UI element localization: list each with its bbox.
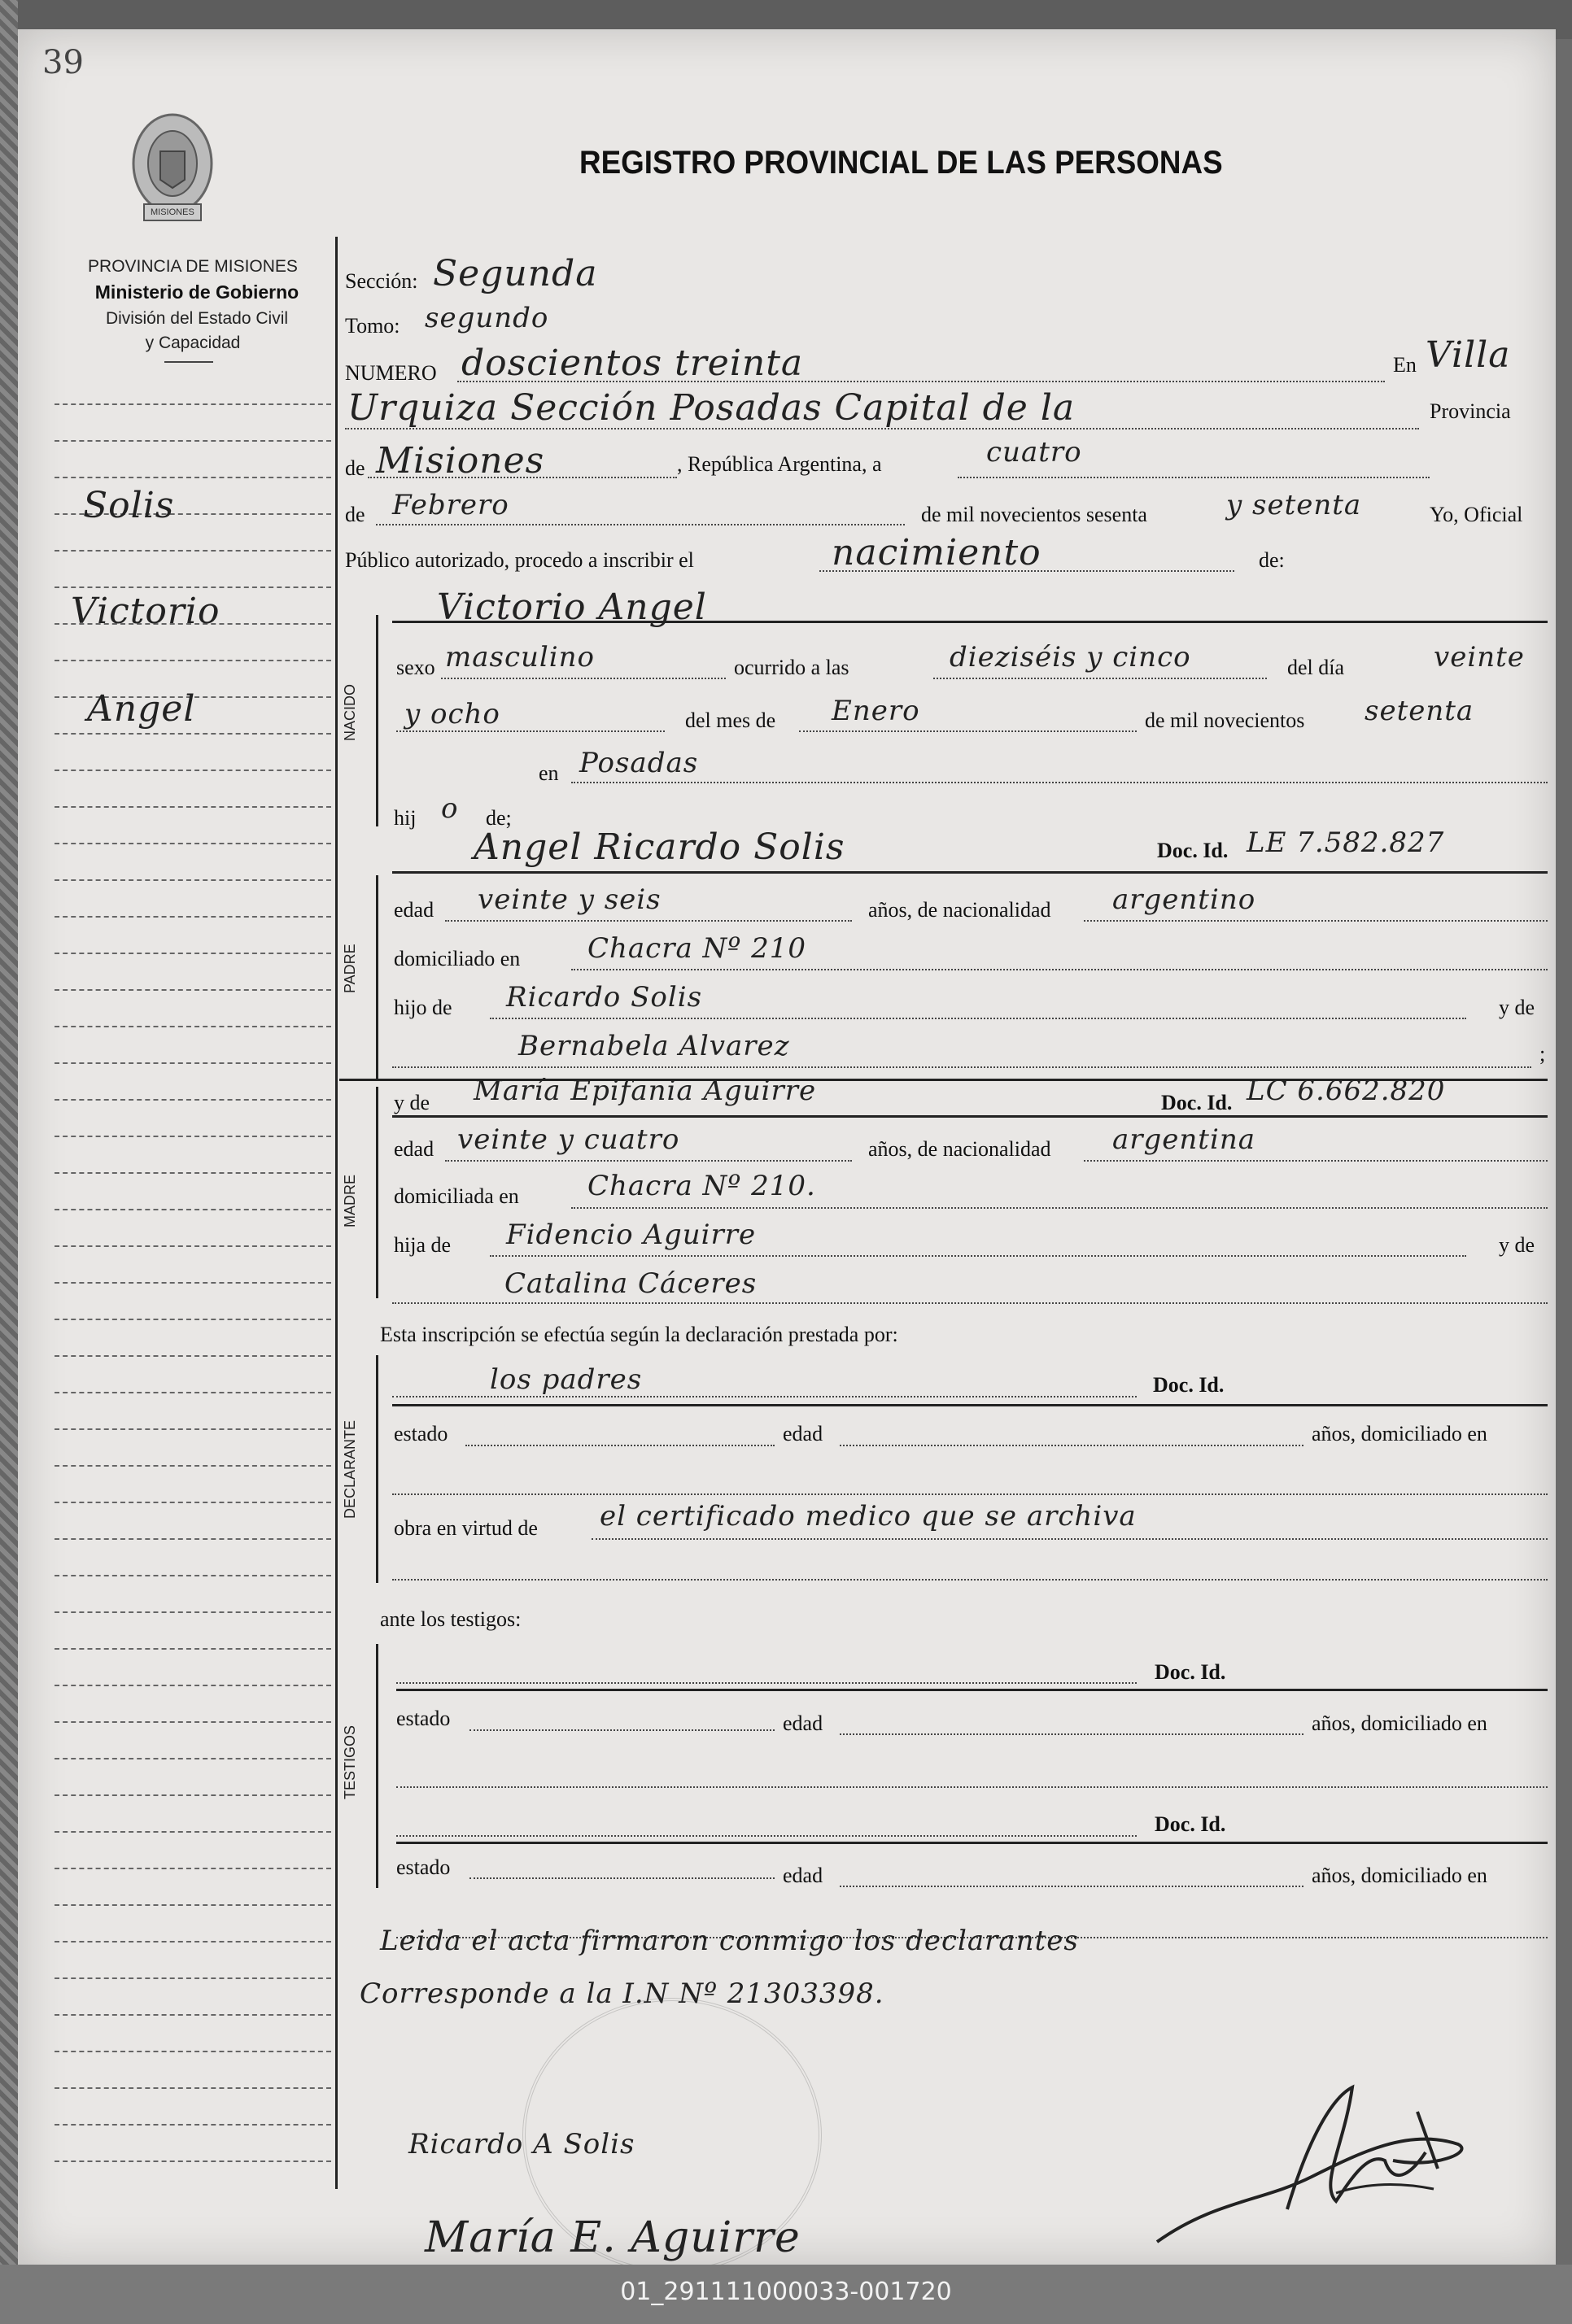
official-signature-graphic — [1149, 2079, 1491, 2258]
margin-line — [55, 1428, 331, 1430]
hij-label: hij — [394, 806, 417, 830]
provincia-label: Provincia — [1430, 399, 1511, 423]
nacido-name-line — [392, 621, 1548, 623]
declarante-obra-dotted-line — [592, 1538, 1548, 1540]
margin-line — [55, 1099, 331, 1101]
madre-nac-dotted-line — [1084, 1160, 1548, 1162]
numero-dotted-line — [457, 381, 1385, 382]
tomo-value: segundo — [425, 302, 549, 334]
madre-madre-dotted-line — [392, 1302, 1548, 1304]
declarante-doc-label: Doc. Id. — [1153, 1373, 1225, 1397]
testigo1-dom-label: años, domiciliado en — [1312, 1711, 1487, 1735]
margin-line — [55, 916, 331, 918]
margin-note-surname: Solis — [83, 485, 175, 526]
de-label: de — [345, 456, 365, 480]
division-name: División del Estado Civil — [105, 309, 289, 328]
book-binding-edge — [0, 0, 18, 2324]
margin-line — [55, 1831, 331, 1833]
ministry-name: Ministerio de Gobierno — [94, 281, 299, 303]
dia2-dotted-line — [396, 730, 665, 732]
padre-padre-value: Ricardo Solis — [506, 981, 703, 1014]
testigo1-name-line — [396, 1689, 1548, 1691]
margin-line — [55, 989, 331, 991]
testigo1-dom-dotted-line — [396, 1786, 1548, 1788]
madre-doc-label: Doc. Id. — [1161, 1091, 1233, 1114]
margin-line — [55, 953, 331, 954]
declarante-section-label: DECLARANTE — [342, 1419, 358, 1519]
declarante-intro: Esta inscripción se efectúa según la declaración prestada por: — [380, 1323, 898, 1346]
testigo1-edad-dotted-line — [840, 1733, 1303, 1735]
sexo-value: masculino — [445, 641, 596, 674]
margin-line — [55, 477, 331, 478]
testigo2-name-line — [396, 1842, 1548, 1844]
padre-nac-value: argentino — [1112, 883, 1256, 916]
madre-hija-dotted-line — [490, 1255, 1466, 1257]
testigo1-edad-label: edad — [783, 1711, 823, 1735]
signature-mother: María E. Aguirre — [425, 2213, 801, 2262]
padre-nac-label: años, de nacionalidad — [868, 898, 1051, 922]
testigo2-edad-dotted-line — [840, 1886, 1303, 1887]
margin-line — [55, 2014, 331, 2016]
testigo2-edad-label: edad — [783, 1864, 823, 1887]
mil-label: de mil novecientos sesenta — [921, 503, 1147, 526]
sexo-label: sexo — [396, 656, 435, 679]
division-name-2: y Capacidad — [145, 334, 241, 352]
margin-line — [55, 806, 331, 808]
madre-madre-value: Catalina Cáceres — [504, 1267, 758, 1300]
numero-label: NUMERO — [345, 361, 437, 385]
margin-line — [55, 1465, 331, 1467]
declarante-obra-value: el certificado medico que se archiva — [600, 1500, 1137, 1533]
margin-line — [55, 1611, 331, 1613]
declarante-edad-dotted-line — [840, 1445, 1303, 1446]
padre-semicolon: ; — [1539, 1042, 1546, 1066]
madre-edad-dotted-line — [445, 1160, 852, 1162]
margin-line — [55, 1794, 331, 1796]
margin-note-name1: Victorio — [71, 591, 221, 632]
en-label-nacido: en — [539, 761, 559, 785]
seal-label: MISIONES — [151, 207, 194, 217]
mes-dotted-line — [376, 524, 905, 525]
margin-note-name2: Angel — [87, 688, 196, 730]
madre-padre-value: Fidencio Aguirre — [506, 1219, 757, 1251]
margin-line — [55, 2124, 331, 2126]
declarante-nombre: los padres — [490, 1363, 643, 1396]
lugar-dotted-line — [571, 782, 1548, 783]
padre-inner-border — [376, 875, 378, 1079]
margin-line — [55, 1062, 331, 1064]
padre-name-line — [392, 871, 1548, 874]
margin-line — [55, 770, 331, 771]
mes-label: del mes de — [685, 709, 776, 732]
mil-label-nacido: de mil novecientos — [1145, 709, 1305, 732]
testigo1-estado-label: estado — [396, 1707, 451, 1730]
margin-line — [55, 1575, 331, 1576]
madre-doc-value: LC 6.662.820 — [1247, 1075, 1446, 1107]
signature-father: Ricardo A Solis — [408, 2128, 635, 2160]
form-left-border — [335, 237, 338, 2189]
margin-line — [55, 1721, 331, 1723]
madre-inner-border — [376, 1087, 378, 1298]
margin-line — [55, 586, 331, 588]
madre-hija-label: hija de — [394, 1233, 452, 1257]
ocurrido-label: ocurrido a las — [734, 656, 849, 679]
margin-line — [55, 1392, 331, 1393]
testigo2-doc-label: Doc. Id. — [1155, 1812, 1226, 1836]
dia-value-nacido: veinte — [1434, 641, 1525, 674]
margin-line — [55, 440, 331, 442]
padre-yde-label: y de — [1499, 996, 1535, 1019]
madre-nac-value: argentina — [1112, 1123, 1256, 1156]
padre-hijo-dotted-line — [490, 1018, 1466, 1019]
anio-value-nacido: setenta — [1365, 695, 1474, 727]
declarante-inner-border — [376, 1355, 378, 1583]
seccion-label: Sección: — [345, 269, 418, 293]
closing-line-1: Leida el acta firmaron conmigo los declarantes — [380, 1925, 1079, 1957]
declarante-edad-label: edad — [783, 1422, 823, 1445]
padre-edad-value: veinte y seis — [478, 883, 662, 916]
margin-line — [55, 879, 331, 881]
madre-yde2-label: y de — [1499, 1233, 1535, 1257]
dia-value-nacido-2: y ocho — [404, 698, 500, 730]
madre-dom-value: Chacra Nº 210. — [587, 1170, 816, 1202]
location-value: Urquiza Sección Posadas Capital de la — [347, 387, 1076, 429]
testigo2-nombre-dotted-line — [396, 1835, 1137, 1837]
margin-line — [55, 1026, 331, 1027]
hora-dotted-line — [933, 678, 1267, 679]
anio-value: y setenta — [1226, 489, 1362, 521]
margin-line — [55, 2051, 331, 2052]
dia-label: del día — [1287, 656, 1345, 679]
seccion-value: Segunda — [433, 253, 598, 294]
padre-dom-value: Chacra Nº 210 — [587, 932, 806, 965]
de-value: Misiones — [376, 440, 545, 482]
margin-line — [55, 1648, 331, 1650]
acto-value: nacimiento — [832, 532, 1041, 573]
sexo-dotted-line — [441, 678, 726, 679]
dia-value: cuatro — [986, 436, 1082, 469]
padre-dom-label: domiciliado en — [394, 947, 521, 970]
de-dotted-line — [368, 477, 677, 478]
testigo2-dom-label: años, domiciliado en — [1312, 1864, 1487, 1887]
republica-label: , República Argentina, a — [677, 452, 882, 476]
margin-line — [55, 1685, 331, 1686]
acto-dotted-line — [819, 570, 1234, 572]
image-identifier: 01_291111000033-001720 — [620, 2278, 952, 2306]
testigos-section-label: TESTIGOS — [342, 1724, 358, 1799]
margin-line — [55, 1136, 331, 1137]
declarante-name-line — [392, 1404, 1548, 1406]
nacido-section-label: NACIDO — [342, 684, 358, 742]
padre-edad-dotted-line — [445, 920, 852, 922]
dia-dotted-line — [958, 477, 1430, 478]
declarante-dom-label: años, domiciliado en — [1312, 1422, 1487, 1445]
tomo-label: Tomo: — [345, 314, 400, 338]
margin-line — [55, 1502, 331, 1503]
padre-doc-value: LE 7.582.827 — [1247, 826, 1445, 859]
testigos-inner-border — [376, 1644, 378, 1888]
padre-doc-label: Doc. Id. — [1157, 839, 1229, 862]
madre-section-label: MADRE — [342, 1174, 358, 1227]
madre-nac-label: años, de nacionalidad — [868, 1137, 1051, 1161]
margin-line — [55, 1319, 331, 1320]
madre-nombre: María Epifania Aguirre — [474, 1075, 817, 1107]
padre-madre-dotted-line — [392, 1066, 1531, 1068]
de2-label: de — [345, 503, 365, 526]
margin-line — [55, 1977, 331, 1979]
declarante-estado-dotted-line — [465, 1445, 775, 1446]
testigo2-estado-dotted-line — [469, 1877, 775, 1879]
margin-line — [55, 660, 331, 661]
publico-label: Público autorizado, procedo a inscribir el — [345, 548, 694, 572]
margin-line — [55, 1904, 331, 1906]
madre-dom-dotted-line — [571, 1207, 1548, 1209]
padre-section-label: PADRE — [342, 944, 358, 994]
testigos-intro: ante los testigos: — [380, 1607, 522, 1631]
closing-line-2: Corresponde a la I.N Nº 21303398. — [360, 1977, 884, 2010]
margin-line — [55, 2087, 331, 2089]
mes-value: Febrero — [392, 489, 509, 521]
page-number: 39 — [42, 44, 84, 81]
declarante-obra-label: obra en virtud de — [394, 1516, 538, 1540]
margin-line — [55, 843, 331, 844]
coat-of-arms-seal — [128, 107, 217, 237]
declarante-dom-dotted-line — [392, 1493, 1548, 1495]
padre-madre-value: Bernabela Alvarez — [518, 1030, 790, 1062]
madre-edad-label: edad — [394, 1137, 434, 1161]
header-underline — [164, 361, 213, 363]
margin-line — [55, 403, 331, 405]
province-name: PROVINCIA DE MISIONES — [88, 257, 298, 276]
padre-hijo-label: hijo de — [394, 996, 452, 1019]
hij-value: o — [441, 792, 459, 825]
madre-edad-value: veinte y cuatro — [457, 1123, 680, 1156]
hora-value: dieziséis y cinco — [950, 641, 1191, 674]
en-value: Villa — [1426, 334, 1511, 376]
margin-line — [55, 1941, 331, 1942]
testigo1-estado-dotted-line — [469, 1729, 775, 1731]
testigo1-nombre-dotted-line — [396, 1682, 1137, 1684]
margin-line — [55, 1355, 331, 1357]
document-page — [18, 29, 1556, 2265]
mes-value-nacido: Enero — [832, 695, 920, 727]
testigo2-estado-label: estado — [396, 1855, 451, 1879]
en-label: En — [1393, 353, 1417, 377]
margin-line — [55, 1245, 331, 1247]
nacido-nombre: Victorio Angel — [437, 586, 707, 628]
document-title: REGISTRO PROVINCIAL DE LAS PERSONAS — [579, 145, 1223, 181]
nacido-inner-border — [376, 615, 378, 826]
numero-value: doscientos treinta — [461, 342, 804, 384]
padre-nac-dotted-line — [1084, 920, 1548, 922]
margin-line — [55, 2160, 331, 2162]
madre-dom-label: domiciliada en — [394, 1184, 519, 1208]
mes-nacido-dotted-line — [799, 730, 1137, 732]
margin-line — [55, 1172, 331, 1174]
oficial-label: Yo, Oficial — [1430, 503, 1523, 526]
declarante-extra-dotted-line — [392, 1579, 1548, 1581]
margin-line — [55, 1758, 331, 1759]
lugar-value: Posadas — [579, 747, 699, 779]
declarante-nombre-dotted-line — [392, 1396, 1137, 1397]
madre-name-line — [392, 1115, 1548, 1118]
padre-nombre: Angel Ricardo Solis — [474, 826, 845, 868]
declarante-estado-label: estado — [394, 1422, 448, 1445]
margin-line — [55, 550, 331, 552]
testigo1-doc-label: Doc. Id. — [1155, 1660, 1226, 1684]
hij-de-label: de; — [486, 806, 512, 830]
margin-line — [55, 1282, 331, 1284]
margin-line — [55, 1209, 331, 1210]
margin-line — [55, 1868, 331, 1869]
margin-line — [55, 1538, 331, 1540]
de3-label: de: — [1259, 548, 1285, 572]
padre-dom-dotted-line — [571, 969, 1548, 970]
location-dotted-line — [345, 428, 1419, 429]
padre-edad-label: edad — [394, 898, 434, 922]
margin-line — [55, 733, 331, 735]
madre-yde-label: y de — [394, 1091, 430, 1114]
